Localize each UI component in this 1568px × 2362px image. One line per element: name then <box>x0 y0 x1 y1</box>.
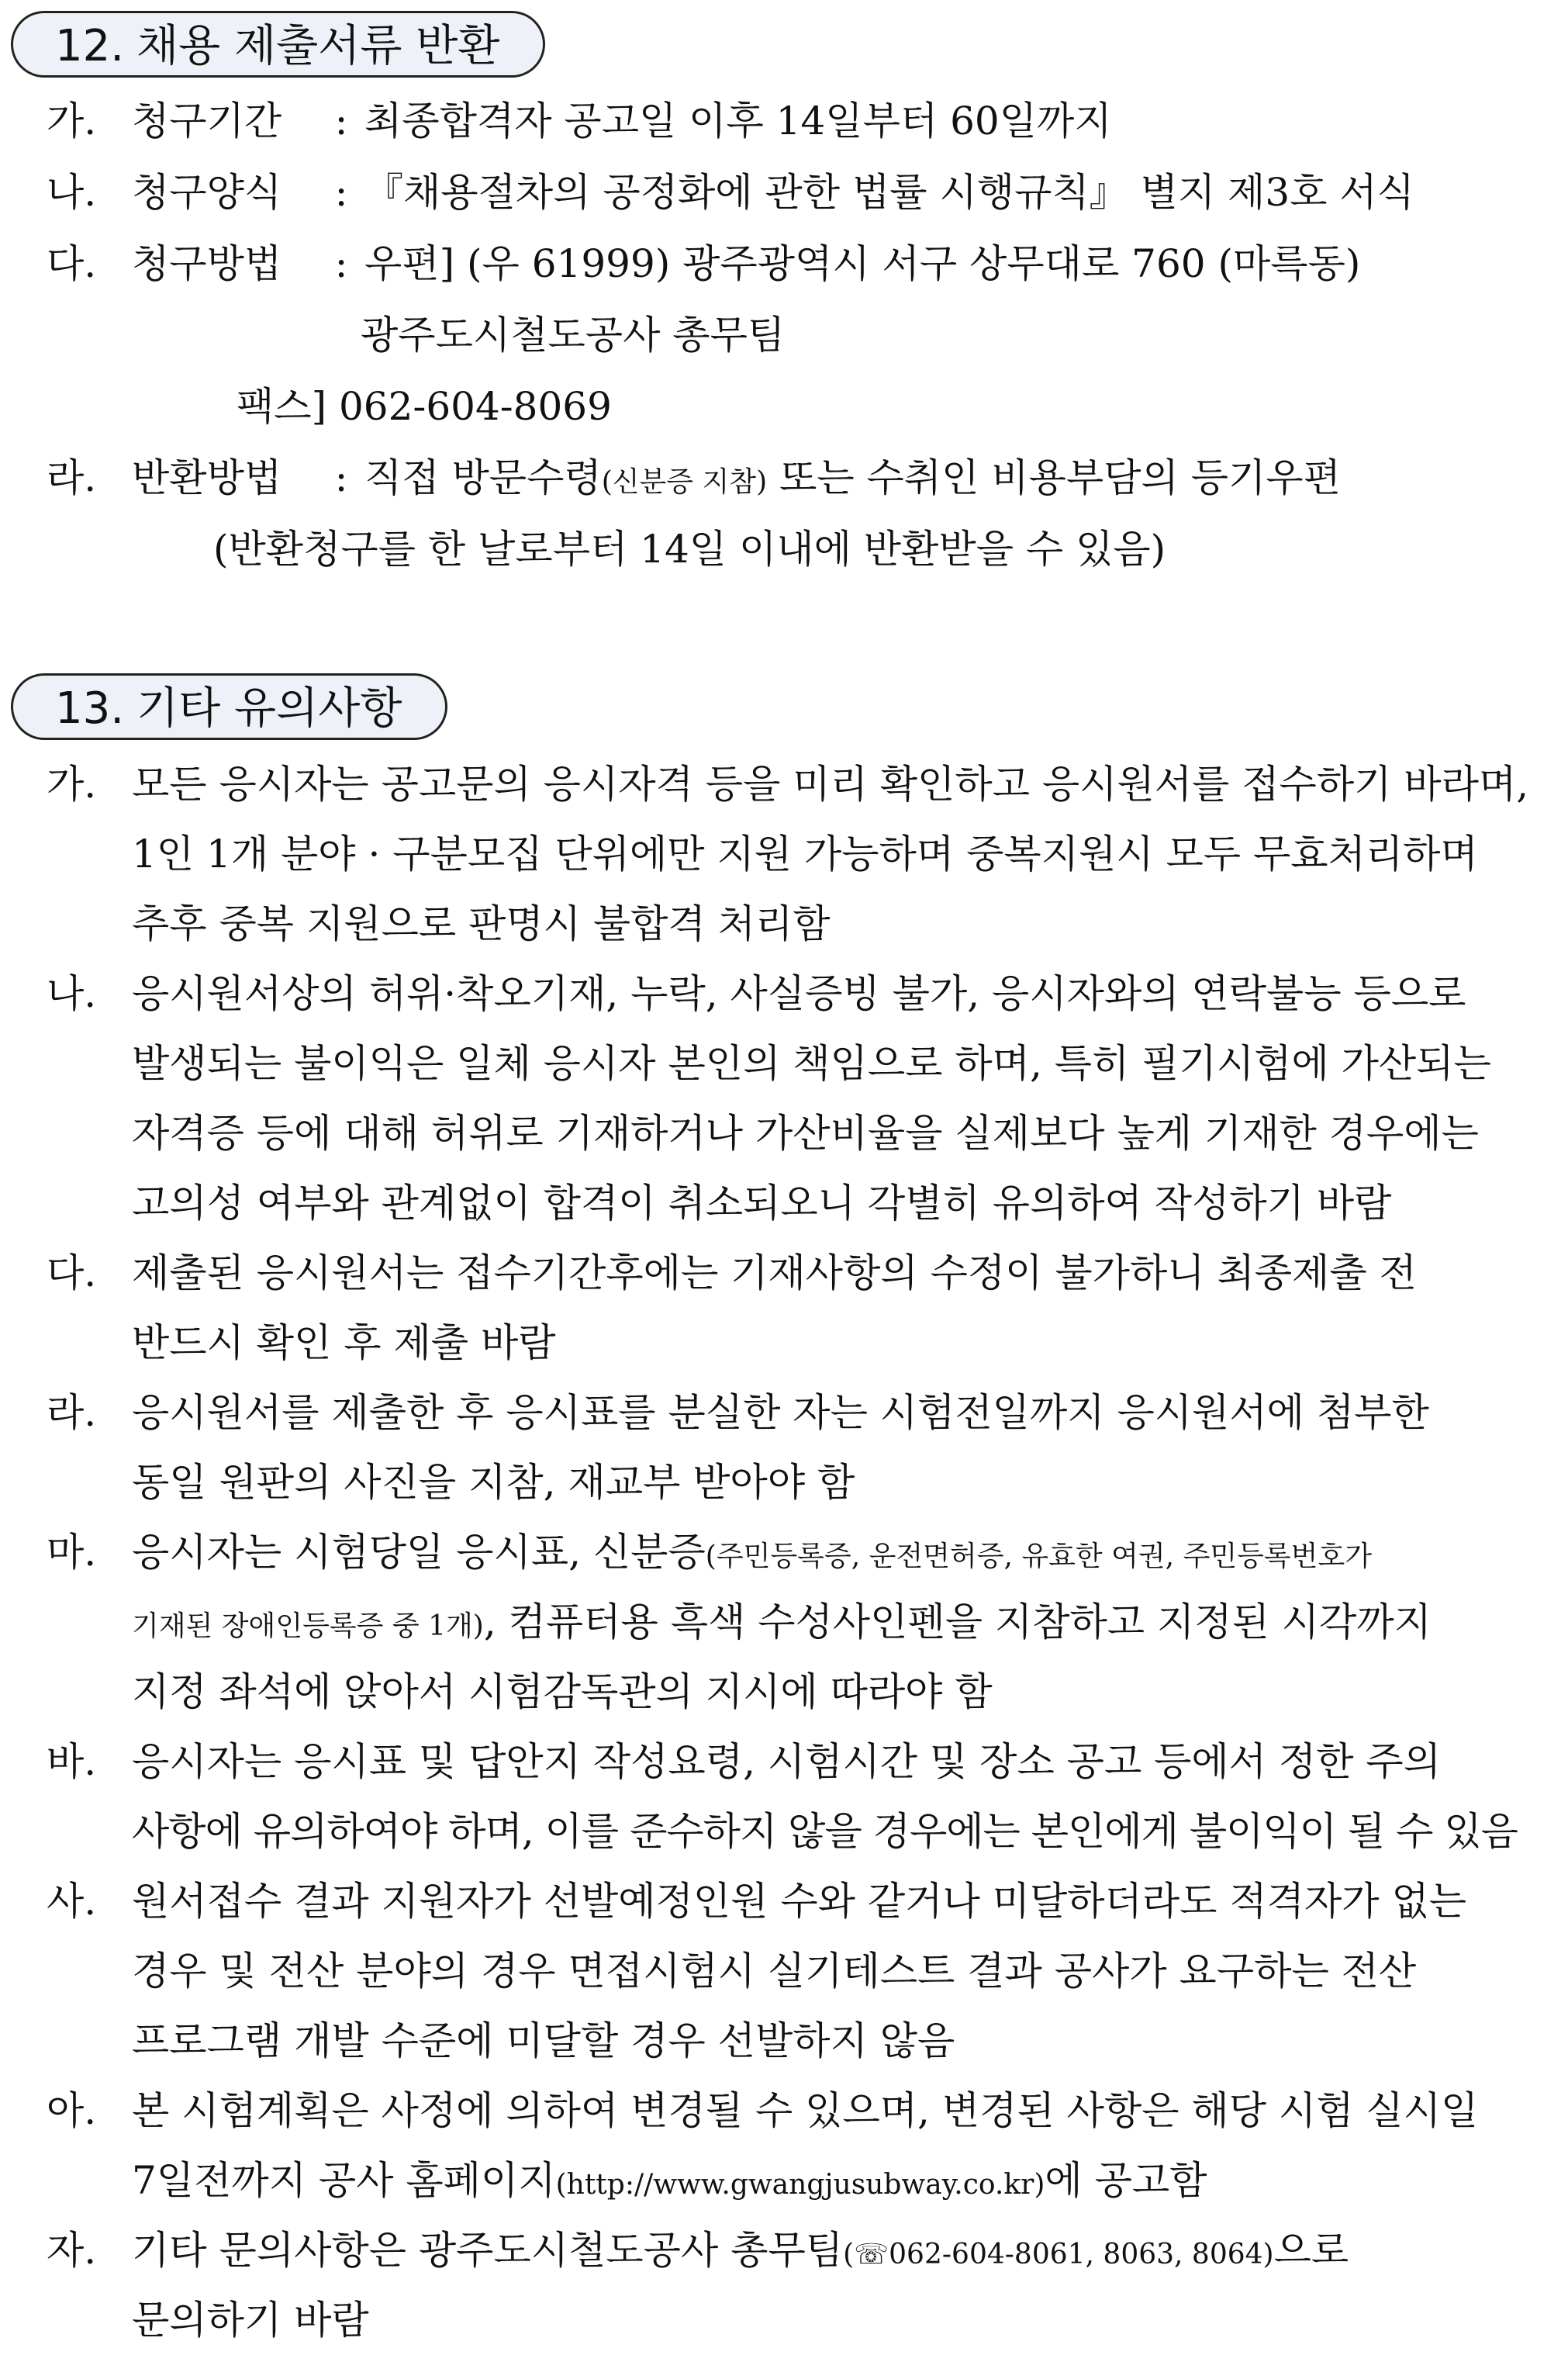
item-line: 응시원서를 제출한 후 응시표를 분실한 자는 시험전일까지 응시원서에 첨부한 <box>132 1390 1429 1435</box>
item-text: 직접 방문수령 <box>364 455 602 500</box>
item-text: 『채용절차의 공정화에 관한 법률 시행규칙』 별지 제3호 서식 <box>364 170 1414 215</box>
item-text: 우편] (우 61999) 광주광역시 서구 상무대로 760 (마륵동) <box>364 241 1361 286</box>
item-marker: 사. <box>47 1879 97 1924</box>
item-marker: 라. <box>47 455 97 500</box>
item-line: 본 시험계획은 사정에 의하여 변경될 수 있으며, 변경된 사항은 해당 시험 실시일 <box>132 2088 1479 2133</box>
item-marker: 아. <box>47 2088 97 2133</box>
item-line: 지정 좌석에 앉아서 시험감독관의 지시에 따라야 함 <box>132 1669 993 1714</box>
section-13-item-da <box>0 1238 1568 1378</box>
section-12-heading <box>11 11 545 78</box>
item-text: 기타 문의사항은 광주도시철도공사 총무팀 <box>132 2228 844 2273</box>
item-colon: : <box>334 455 348 500</box>
section-12-number: 12. <box>55 21 125 71</box>
item-line: 제출된 응시원서는 접수기간후에는 기재사항의 수정이 불가하니 최종제출 전 <box>132 1250 1417 1295</box>
item-marker: 다. <box>47 241 97 286</box>
item-marker: 가. <box>47 762 97 807</box>
item-label: 청구방법 <box>132 241 282 286</box>
homepage-url[interactable]: (http://www.gwangjusubway.co.kr) <box>555 2169 1045 2201</box>
item-marker: 나. <box>47 170 97 215</box>
section-12-item-ra <box>0 442 1568 585</box>
item-text: 에 공고함 <box>1045 2158 1207 2203</box>
item-line: 동일 원판의 사진을 지참, 재교부 받아야 함 <box>132 1460 855 1505</box>
section-13-item-ga <box>0 749 1568 959</box>
item-colon: : <box>334 241 348 286</box>
item-line: 응시자는 응시표 및 답안지 작성요령, 시험시간 및 장소 공고 등에서 정한 주의 <box>132 1739 1442 1784</box>
item-marker: 다. <box>47 1250 97 1295</box>
item-line: 자격증 등에 대해 허위로 기재하거나 가산비율을 실제보다 높게 기재한 경우에는 <box>132 1111 1479 1156</box>
item-marker: 바. <box>47 1739 97 1784</box>
item-text: , 컴퓨터용 흑색 수성사인펜을 지참하고 지정된 시각까지 <box>483 1599 1432 1644</box>
item-line: 경우 및 전산 분야의 경우 면접시험시 실기테스트 결과 공사가 요구하는 전산 <box>132 1949 1417 1994</box>
item-label: 청구기간 <box>132 99 282 144</box>
item-line: 사항에 유의하여야 하며, 이를 준수하지 않을 경우에는 본인에게 불이익이 될 수 있음 <box>132 1809 1518 1854</box>
item-text: 최종합격자 공고일 이후 14일부터 60일까지 <box>364 99 1112 144</box>
item-text: 으로 <box>1273 2228 1349 2273</box>
item-line: 1인 1개 분야 · 구분모집 단위에만 지원 가능하며 중복지원시 모두 무효처리하며 <box>132 832 1478 877</box>
item-line: 모든 응시자는 공고문의 응시자격 등을 미리 확인하고 응시원서를 접수하기 바라며, <box>132 762 1529 807</box>
section-13-item-na <box>0 959 1568 1238</box>
item-line: 발생되는 불이익은 일체 응시자 본인의 책임으로 하며, 특히 필기시험에 가산되는 <box>132 1041 1491 1086</box>
item-colon: : <box>334 99 348 144</box>
section-13-item-ja <box>0 2215 1568 2355</box>
section-13 <box>0 673 1568 2355</box>
item-note: 기재된 장애인등록증 중 1개) <box>132 1610 484 1642</box>
item-colon: : <box>334 170 348 215</box>
section-13-heading <box>11 673 447 740</box>
item-marker: 자. <box>47 2228 97 2273</box>
item-line: 반드시 확인 후 제출 바람 <box>132 1320 556 1365</box>
item-note: (신분증 지참) <box>601 466 768 498</box>
item-line: 고의성 여부와 관계없이 합격이 취소되오니 각별히 유의하여 작성하기 바람 <box>132 1181 1392 1226</box>
section-13-title: 기타 유의사항 <box>136 683 402 734</box>
section-12-item-ga <box>0 85 1568 157</box>
item-note: (주민등록증, 운전면허증, 유효한 여권, 주민등록번호가 <box>705 1541 1373 1572</box>
item-marker: 라. <box>47 1390 97 1435</box>
item-line: 추후 중복 지원으로 판명시 불합격 처리함 <box>132 901 831 946</box>
item-text: 7일전까지 공사 홈페이지 <box>132 2158 556 2203</box>
item-line: 문의하기 바람 <box>132 2298 369 2343</box>
item-marker: 마. <box>47 1530 97 1575</box>
section-12 <box>0 11 1568 585</box>
item-text: 응시자는 시험당일 응시표, 신분증 <box>132 1530 706 1575</box>
contact-phone: (☏062-604-8061, 8063, 8064) <box>843 2239 1274 2270</box>
item-line: 응시원서상의 허위·착오기재, 누락, 사실증빙 불가, 응시자와의 연락불능 등으로 <box>132 971 1466 1016</box>
section-13-number: 13. <box>55 683 125 734</box>
item-label: 반환방법 <box>132 455 282 500</box>
item-marker: 나. <box>47 971 97 1016</box>
item-label: 청구양식 <box>132 170 282 215</box>
item-marker: 가. <box>47 99 97 144</box>
item-line: 원서접수 결과 지원자가 선발예정인원 수와 같거나 미달하더라도 적격자가 없는 <box>132 1879 1467 1924</box>
section-12-item-na <box>0 157 1568 228</box>
section-13-item-sa <box>0 1866 1568 2076</box>
section-12-title: 채용 제출서류 반환 <box>136 21 500 71</box>
section-13-item-a <box>0 2076 1568 2215</box>
fax-line: 팩스] 062-604-8069 <box>237 384 612 429</box>
section-13-item-ma <box>0 1517 1568 1727</box>
return-note-line: (반환청구를 한 날로부터 14일 이내에 반환받을 수 있음) <box>213 527 1166 572</box>
item-line: 프로그램 개발 수준에 미달할 경우 선발하지 않음 <box>132 2018 955 2063</box>
address-line: 광주도시철도공사 총무팀 <box>361 313 786 358</box>
section-13-item-ra <box>0 1378 1568 1517</box>
section-13-item-ba <box>0 1727 1568 1866</box>
item-text-cont: 또는 수취인 비용부담의 등기우편 <box>767 455 1341 500</box>
section-12-item-da <box>0 228 1568 442</box>
